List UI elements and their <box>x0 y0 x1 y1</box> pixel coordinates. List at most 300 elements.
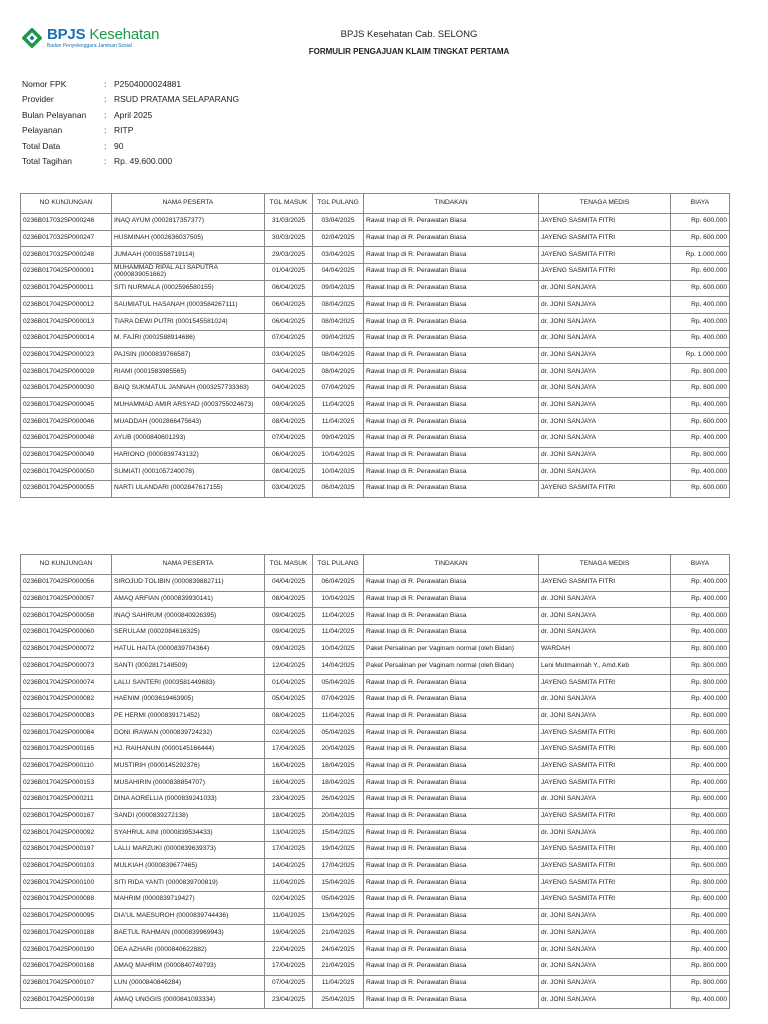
medical-staff-cell: dr. JONI SANJAYA <box>539 925 671 942</box>
table-row <box>21 464 730 481</box>
visit-number-cell: 0236B0170425P000095 <box>21 908 112 925</box>
table-header-row <box>21 555 730 575</box>
participant-name-cell: SITI NURMALA (0002596580155) <box>112 280 265 297</box>
procedure-cell: Rawat Inap di R. Perawatan Biasa <box>364 691 539 708</box>
visit-number-cell: 0236B0170425P000057 <box>21 591 112 608</box>
participant-name-cell: TIARA DEWI PUTRI (0001545581024) <box>112 314 265 331</box>
admission-date-cell: 05/04/2025 <box>265 691 313 708</box>
procedure-cell: Rawat Inap di R. Perawatan Biasa <box>364 364 539 381</box>
column-header: TENAGA MEDIS <box>539 194 671 214</box>
info-label: Total Data <box>22 140 61 151</box>
cost-cell: Rp. 600.000 <box>671 264 730 281</box>
table-row <box>21 380 730 397</box>
form-title: FORMULIR PENGAJUAN KLAIM TINGKAT PERTAMA <box>308 47 510 56</box>
admission-date-cell: 09/04/2025 <box>265 641 313 658</box>
cost-cell: Rp. 1.000.000 <box>671 347 730 364</box>
admission-date-cell: 17/04/2025 <box>265 958 313 975</box>
visit-number-cell: 0236B0170425P000011 <box>21 280 112 297</box>
info-colon: : <box>104 140 107 151</box>
procedure-cell: Rawat Inap di R. Perawatan Biasa <box>364 430 539 447</box>
procedure-cell: Rawat Inap di R. Perawatan Biasa <box>364 591 539 608</box>
table-row <box>21 641 730 658</box>
discharge-date-cell: 11/04/2025 <box>313 625 364 642</box>
admission-date-cell: 09/04/2025 <box>265 625 313 642</box>
table-row <box>21 708 730 725</box>
discharge-date-cell: 21/04/2025 <box>313 958 364 975</box>
admission-date-cell: 08/04/2025 <box>265 708 313 725</box>
cost-cell: Rp. 600.000 <box>671 741 730 758</box>
discharge-date-cell: 25/04/2025 <box>313 992 364 1009</box>
info-row <box>22 125 239 140</box>
column-header: NO KUNJUNGAN <box>21 194 112 214</box>
cost-cell: Rp. 600.000 <box>671 858 730 875</box>
participant-name-cell: PAJSIN (0000839766587) <box>112 347 265 364</box>
table-row <box>21 625 730 642</box>
visit-number-cell: 0236B0170425P000056 <box>21 575 112 592</box>
procedure-cell: Rawat Inap di R. Perawatan Biasa <box>364 758 539 775</box>
table-row <box>21 658 730 675</box>
info-label: Pelayanan <box>22 125 63 136</box>
info-label: Total Tagihan <box>22 155 72 166</box>
procedure-cell: Rawat Inap di R. Perawatan Biasa <box>364 842 539 859</box>
info-row <box>22 110 239 125</box>
visit-number-cell: 0236B0170325P000246 <box>21 214 112 231</box>
medical-staff-cell: JAYENG SASMITA FITRI <box>539 741 671 758</box>
visit-number-cell: 0236B0170425P000045 <box>21 397 112 414</box>
table-row <box>21 942 730 959</box>
admission-date-cell: 06/04/2025 <box>265 297 313 314</box>
cost-cell: Rp. 600.000 <box>671 892 730 909</box>
column-header: NAMA PESERTA <box>112 194 265 214</box>
participant-name-cell: SERULAM (0002084616325) <box>112 625 265 642</box>
info-row <box>22 79 239 94</box>
medical-staff-cell: JAYENG SASMITA FITRI <box>539 247 671 264</box>
admission-date-cell: 19/04/2025 <box>265 925 313 942</box>
participant-name-cell: LUN (0000840846284) <box>112 975 265 992</box>
table-row <box>21 858 730 875</box>
participant-name-cell: SYAHRUL AINI (0000839534433) <box>112 825 265 842</box>
procedure-cell: Rawat Inap di R. Perawatan Biasa <box>364 247 539 264</box>
participant-name-cell: MULKIAH (0000839677465) <box>112 858 265 875</box>
cost-cell: Rp. 600.000 <box>671 380 730 397</box>
procedure-cell: Rawat Inap di R. Perawatan Biasa <box>364 925 539 942</box>
table-row <box>21 808 730 825</box>
visit-number-cell: 0236B0170425P000001 <box>21 264 112 281</box>
medical-staff-cell: JAYENG SASMITA FITRI <box>539 842 671 859</box>
procedure-cell: Rawat Inap di R. Perawatan Biasa <box>364 858 539 875</box>
cost-cell: Rp. 400.000 <box>671 314 730 331</box>
medical-staff-cell: dr. JONI SANJAYA <box>539 825 671 842</box>
table-row <box>21 842 730 859</box>
discharge-date-cell: 02/04/2025 <box>313 230 364 247</box>
info-label: Provider <box>22 94 54 105</box>
table-row <box>21 892 730 909</box>
admission-date-cell: 07/04/2025 <box>265 975 313 992</box>
info-colon: : <box>104 125 107 136</box>
medical-staff-cell: dr. JONI SANJAYA <box>539 975 671 992</box>
visit-number-cell: 0236B0170425P000073 <box>21 658 112 675</box>
visit-number-cell: 0236B0170425P000083 <box>21 708 112 725</box>
medical-staff-cell: JAYENG SASMITA FITRI <box>539 808 671 825</box>
medical-staff-cell: dr. JONI SANJAYA <box>539 397 671 414</box>
admission-date-cell: 06/04/2025 <box>265 280 313 297</box>
discharge-date-cell: 08/04/2025 <box>313 314 364 331</box>
discharge-date-cell: 21/04/2025 <box>313 925 364 942</box>
medical-staff-cell: dr. JONI SANJAYA <box>539 330 671 347</box>
discharge-date-cell: 18/04/2025 <box>313 758 364 775</box>
medical-staff-cell: dr. JONI SANJAYA <box>539 364 671 381</box>
visit-number-cell: 0236B0170425P000110 <box>21 758 112 775</box>
participant-name-cell: SUMIATI (0001057240078) <box>112 464 265 481</box>
discharge-date-cell: 26/04/2025 <box>313 791 364 808</box>
participant-name-cell: INAQ SAHIRUM (0000840926395) <box>112 608 265 625</box>
discharge-date-cell: 14/04/2025 <box>313 658 364 675</box>
admission-date-cell: 01/04/2025 <box>265 675 313 692</box>
table-row <box>21 280 730 297</box>
table-row <box>21 264 730 281</box>
discharge-date-cell: 08/04/2025 <box>313 347 364 364</box>
procedure-cell: Rawat Inap di R. Perawatan Biasa <box>364 625 539 642</box>
table-row <box>21 414 730 431</box>
medical-staff-cell: dr. JONI SANJAYA <box>539 380 671 397</box>
discharge-date-cell: 05/04/2025 <box>313 675 364 692</box>
visit-number-cell: 0236B0170425P000048 <box>21 430 112 447</box>
discharge-date-cell: 13/04/2025 <box>313 908 364 925</box>
table-row <box>21 330 730 347</box>
visit-number-cell: 0236B0170425P000167 <box>21 808 112 825</box>
participant-name-cell: SANDI (0000839272138) <box>112 808 265 825</box>
procedure-cell: Rawat Inap di R. Perawatan Biasa <box>364 608 539 625</box>
medical-staff-cell: dr. JONI SANJAYA <box>539 708 671 725</box>
medical-staff-cell: JAYENG SASMITA FITRI <box>539 758 671 775</box>
admission-date-cell: 17/04/2025 <box>265 842 313 859</box>
participant-name-cell: DINA AORELLIA (0000839241033) <box>112 791 265 808</box>
participant-name-cell: AYUB (0000840601293) <box>112 430 265 447</box>
table-row <box>21 758 730 775</box>
medical-staff-cell: WARDAH <box>539 641 671 658</box>
admission-date-cell: 04/04/2025 <box>265 380 313 397</box>
cost-cell: Rp. 800.000 <box>671 675 730 692</box>
procedure-cell: Rawat Inap di R. Perawatan Biasa <box>364 575 539 592</box>
visit-number-cell: 0236B0170425P000050 <box>21 464 112 481</box>
discharge-date-cell: 11/04/2025 <box>313 414 364 431</box>
admission-date-cell: 03/04/2025 <box>265 347 313 364</box>
cost-cell: Rp. 600.000 <box>671 414 730 431</box>
admission-date-cell: 02/04/2025 <box>265 725 313 742</box>
procedure-cell: Rawat Inap di R. Perawatan Biasa <box>364 942 539 959</box>
table-row <box>21 314 730 331</box>
claims-table-1 <box>20 193 730 498</box>
cost-cell: Rp. 800.000 <box>671 875 730 892</box>
procedure-cell: Rawat Inap di R. Perawatan Biasa <box>364 908 539 925</box>
info-colon: : <box>104 94 107 105</box>
table-row <box>21 825 730 842</box>
visit-number-cell: 0236B0170425P000197 <box>21 842 112 859</box>
procedure-cell: Paket Persalinan per Vaginam normal (oleh Bidan) <box>364 641 539 658</box>
table-row <box>21 975 730 992</box>
discharge-date-cell: 10/04/2025 <box>313 591 364 608</box>
cost-cell: Rp. 400.000 <box>671 808 730 825</box>
discharge-date-cell: 06/04/2025 <box>313 481 364 498</box>
column-header: NAMA PESERTA <box>112 555 265 575</box>
discharge-date-cell: 06/04/2025 <box>313 575 364 592</box>
cost-cell: Rp. 600.000 <box>671 280 730 297</box>
medical-staff-cell: dr. JONI SANJAYA <box>539 591 671 608</box>
discharge-date-cell: 15/04/2025 <box>313 825 364 842</box>
column-header: TGL PULANG <box>313 555 364 575</box>
cost-cell: Rp. 600.000 <box>671 230 730 247</box>
medical-staff-cell: dr. JONI SANJAYA <box>539 691 671 708</box>
procedure-cell: Rawat Inap di R. Perawatan Biasa <box>364 447 539 464</box>
visit-number-cell: 0236B0170425P000211 <box>21 791 112 808</box>
medical-staff-cell: JAYENG SASMITA FITRI <box>539 214 671 231</box>
admission-date-cell: 16/04/2025 <box>265 758 313 775</box>
medical-staff-cell: dr. JONI SANJAYA <box>539 608 671 625</box>
admission-date-cell: 14/04/2025 <box>265 858 313 875</box>
medical-staff-cell: dr. JONI SANJAYA <box>539 942 671 959</box>
medical-staff-cell: dr. JONI SANJAYA <box>539 414 671 431</box>
admission-date-cell: 09/04/2025 <box>265 608 313 625</box>
cost-cell: Rp. 400.000 <box>671 691 730 708</box>
participant-name-cell: INAQ AYUM (0002817357377) <box>112 214 265 231</box>
visit-number-cell: 0236B0170425P000058 <box>21 608 112 625</box>
procedure-cell: Rawat Inap di R. Perawatan Biasa <box>364 992 539 1009</box>
admission-date-cell: 11/04/2025 <box>265 908 313 925</box>
cost-cell: Rp. 600.000 <box>671 481 730 498</box>
procedure-cell: Rawat Inap di R. Perawatan Biasa <box>364 481 539 498</box>
admission-date-cell: 17/04/2025 <box>265 741 313 758</box>
participant-name-cell: DEA AZHARI (0000840622882) <box>112 942 265 959</box>
procedure-cell: Rawat Inap di R. Perawatan Biasa <box>364 825 539 842</box>
discharge-date-cell: 10/04/2025 <box>313 641 364 658</box>
medical-staff-cell: dr. JONI SANJAYA <box>539 625 671 642</box>
cost-cell: Rp. 400.000 <box>671 330 730 347</box>
admission-date-cell: 04/04/2025 <box>265 364 313 381</box>
medical-staff-cell: dr. JONI SANJAYA <box>539 908 671 925</box>
column-header: TENAGA MEDIS <box>539 555 671 575</box>
claim-info-block <box>22 79 239 171</box>
cost-cell: Rp. 400.000 <box>671 842 730 859</box>
medical-staff-cell: dr. JONI SANJAYA <box>539 430 671 447</box>
procedure-cell: Rawat Inap di R. Perawatan Biasa <box>364 791 539 808</box>
info-value: April 2025 <box>114 109 153 120</box>
info-row <box>22 94 239 109</box>
discharge-date-cell: 03/04/2025 <box>313 214 364 231</box>
info-value: P2504000024881 <box>114 79 182 89</box>
info-value: RITP <box>114 125 134 136</box>
table-row <box>21 364 730 381</box>
cost-cell: Rp. 400.000 <box>671 297 730 314</box>
cost-cell: Rp. 800.000 <box>671 658 730 675</box>
medical-staff-cell: JAYENG SASMITA FITRI <box>539 264 671 281</box>
admission-date-cell: 07/04/2025 <box>265 330 313 347</box>
cost-cell: Rp. 400.000 <box>671 464 730 481</box>
admission-date-cell: 04/04/2025 <box>265 575 313 592</box>
procedure-cell: Rawat Inap di R. Perawatan Biasa <box>364 708 539 725</box>
cost-cell: Rp. 800.000 <box>671 975 730 992</box>
participant-name-cell: DONI IRAWAN (0000839724232) <box>112 725 265 742</box>
column-header: BIAYA <box>671 555 730 575</box>
participant-name-cell: MUHAMMAD AMIR ARSYAD (0003755024673) <box>112 397 265 414</box>
participant-name-cell: HJ. RAIHANUN (0000145166444) <box>112 741 265 758</box>
info-colon: : <box>104 155 107 166</box>
admission-date-cell: 18/04/2025 <box>265 808 313 825</box>
logo-wordmark: BPJS Kesehatan <box>47 26 160 43</box>
medical-staff-cell: dr. JONI SANJAYA <box>539 347 671 364</box>
participant-name-cell: HUSMINAH (0002636037505) <box>112 230 265 247</box>
table-row <box>21 958 730 975</box>
column-header: TGL MASUK <box>265 194 313 214</box>
column-header: TINDAKAN <box>364 555 539 575</box>
cost-cell: Rp. 600.000 <box>671 725 730 742</box>
table-row <box>21 214 730 231</box>
cost-cell: Rp. 400.000 <box>671 625 730 642</box>
table-row <box>21 775 730 792</box>
discharge-date-cell: 05/04/2025 <box>313 892 364 909</box>
cost-cell: Rp. 600.000 <box>671 708 730 725</box>
table-row <box>21 608 730 625</box>
participant-name-cell: NARTI ULANDARI (0002847617155) <box>112 481 265 498</box>
procedure-cell: Rawat Inap di R. Perawatan Biasa <box>364 675 539 692</box>
procedure-cell: Rawat Inap di R. Perawatan Biasa <box>364 397 539 414</box>
visit-number-cell: 0236B0170425P000103 <box>21 858 112 875</box>
admission-date-cell: 06/04/2025 <box>265 447 313 464</box>
admission-date-cell: 22/04/2025 <box>265 942 313 959</box>
info-value: 90 <box>114 140 124 151</box>
medical-staff-cell: dr. JONI SANJAYA <box>539 791 671 808</box>
admission-date-cell: 08/04/2025 <box>265 414 313 431</box>
table-row <box>21 992 730 1009</box>
discharge-date-cell: 07/04/2025 <box>313 380 364 397</box>
column-header: TGL PULANG <box>313 194 364 214</box>
cost-cell: Rp. 400.000 <box>671 825 730 842</box>
discharge-date-cell: 05/04/2025 <box>313 725 364 742</box>
procedure-cell: Rawat Inap di R. Perawatan Biasa <box>364 347 539 364</box>
visit-number-cell: 0236B0170425P000188 <box>21 925 112 942</box>
table-row <box>21 447 730 464</box>
medical-staff-cell: JAYENG SASMITA FITRI <box>539 892 671 909</box>
medical-staff-cell: dr. JONI SANJAYA <box>539 958 671 975</box>
admission-date-cell: 01/04/2025 <box>265 264 313 281</box>
medical-staff-cell: dr. JONI SANJAYA <box>539 464 671 481</box>
medical-staff-cell: Leni Mutmainnah Y., Amd.Keb <box>539 658 671 675</box>
cost-cell: Rp. 400.000 <box>671 591 730 608</box>
medical-staff-cell: JAYENG SASMITA FITRI <box>539 575 671 592</box>
discharge-date-cell: 09/04/2025 <box>313 430 364 447</box>
medical-staff-cell: JAYENG SASMITA FITRI <box>539 875 671 892</box>
discharge-date-cell: 04/04/2025 <box>313 264 364 281</box>
visit-number-cell: 0236B0170325P000248 <box>21 247 112 264</box>
visit-number-cell: 0236B0170425P000014 <box>21 330 112 347</box>
table-row <box>21 397 730 414</box>
admission-date-cell: 16/04/2025 <box>265 775 313 792</box>
table-row <box>21 297 730 314</box>
admission-date-cell: 13/04/2025 <box>265 825 313 842</box>
procedure-cell: Rawat Inap di R. Perawatan Biasa <box>364 380 539 397</box>
discharge-date-cell: 20/04/2025 <box>313 808 364 825</box>
participant-name-cell: SAUMIATUL HASANAH (0003584267111) <box>112 297 265 314</box>
medical-staff-cell: JAYENG SASMITA FITRI <box>539 775 671 792</box>
visit-number-cell: 0236B0170425P000190 <box>21 942 112 959</box>
discharge-date-cell: 15/04/2025 <box>313 875 364 892</box>
table-row <box>21 591 730 608</box>
table-row <box>21 675 730 692</box>
info-colon: : <box>104 79 107 89</box>
medical-staff-cell: dr. JONI SANJAYA <box>539 280 671 297</box>
cost-cell: Rp. 400.000 <box>671 942 730 959</box>
participant-name-cell: MUADDAH (0002866475643) <box>112 414 265 431</box>
visit-number-cell: 0236B0170425P000012 <box>21 297 112 314</box>
cost-cell: Rp. 400.000 <box>671 575 730 592</box>
discharge-date-cell: 19/04/2025 <box>313 842 364 859</box>
cost-cell: Rp. 400.000 <box>671 758 730 775</box>
table-row <box>21 691 730 708</box>
discharge-date-cell: 08/04/2025 <box>313 364 364 381</box>
participant-name-cell: BAIQ SUKMATUL JANNAH (0003257733363) <box>112 380 265 397</box>
discharge-date-cell: 10/04/2025 <box>313 447 364 464</box>
participant-name-cell: HAENIM (0003619463905) <box>112 691 265 708</box>
discharge-date-cell: 11/04/2025 <box>313 708 364 725</box>
table-row <box>21 908 730 925</box>
admission-date-cell: 12/04/2025 <box>265 658 313 675</box>
discharge-date-cell: 10/04/2025 <box>313 464 364 481</box>
procedure-cell: Rawat Inap di R. Perawatan Biasa <box>364 808 539 825</box>
logo-subtitle: Badan Penyelenggara Jaminan Sosial <box>47 43 132 49</box>
procedure-cell: Rawat Inap di R. Perawatan Biasa <box>364 264 539 281</box>
admission-date-cell: 03/04/2025 <box>265 481 313 498</box>
participant-name-cell: LALU SANTERI (0003581449683) <box>112 675 265 692</box>
medical-staff-cell: JAYENG SASMITA FITRI <box>539 858 671 875</box>
admission-date-cell: 11/04/2025 <box>265 875 313 892</box>
visit-number-cell: 0236B0170425P000028 <box>21 364 112 381</box>
participant-name-cell: BAETUL RAHMAN (0000839969943) <box>112 925 265 942</box>
participant-name-cell: LALU MARZUKI (0000839639373) <box>112 842 265 859</box>
visit-number-cell: 0236B0170425P000165 <box>21 741 112 758</box>
table-row <box>21 925 730 942</box>
participant-name-cell: SIROJUD TOLIBIN (0000839882711) <box>112 575 265 592</box>
visit-number-cell: 0236B0170425P000055 <box>21 481 112 498</box>
participant-name-cell: AMAQ UNGGIS (0000841093334) <box>112 992 265 1009</box>
visit-number-cell: 0236B0170425P000030 <box>21 380 112 397</box>
visit-number-cell: 0236B0170425P000153 <box>21 775 112 792</box>
admission-date-cell: 08/04/2025 <box>265 464 313 481</box>
admission-date-cell: 07/04/2025 <box>265 430 313 447</box>
procedure-cell: Rawat Inap di R. Perawatan Biasa <box>364 958 539 975</box>
visit-number-cell: 0236B0170425P000082 <box>21 691 112 708</box>
participant-name-cell: HARIONO (0000839743132) <box>112 447 265 464</box>
procedure-cell: Rawat Inap di R. Perawatan Biasa <box>364 230 539 247</box>
table-row <box>21 875 730 892</box>
table-row <box>21 247 730 264</box>
admission-date-cell: 08/04/2025 <box>265 591 313 608</box>
admission-date-cell: 30/03/2025 <box>265 230 313 247</box>
table-row <box>21 791 730 808</box>
cost-cell: Rp. 600.000 <box>671 791 730 808</box>
admission-date-cell: 23/04/2025 <box>265 992 313 1009</box>
table-row <box>21 430 730 447</box>
admission-date-cell: 02/04/2025 <box>265 892 313 909</box>
participant-name-cell: JUMAAH (0003558719114) <box>112 247 265 264</box>
visit-number-cell: 0236B0170425P000088 <box>21 892 112 909</box>
info-row <box>22 156 239 171</box>
procedure-cell: Rawat Inap di R. Perawatan Biasa <box>364 875 539 892</box>
cost-cell: Rp. 400.000 <box>671 608 730 625</box>
visit-number-cell: 0236B0170425P000168 <box>21 958 112 975</box>
procedure-cell: Rawat Inap di R. Perawatan Biasa <box>364 741 539 758</box>
column-header: BIAYA <box>671 194 730 214</box>
visit-number-cell: 0236B0170425P000072 <box>21 641 112 658</box>
discharge-date-cell: 11/04/2025 <box>313 608 364 625</box>
